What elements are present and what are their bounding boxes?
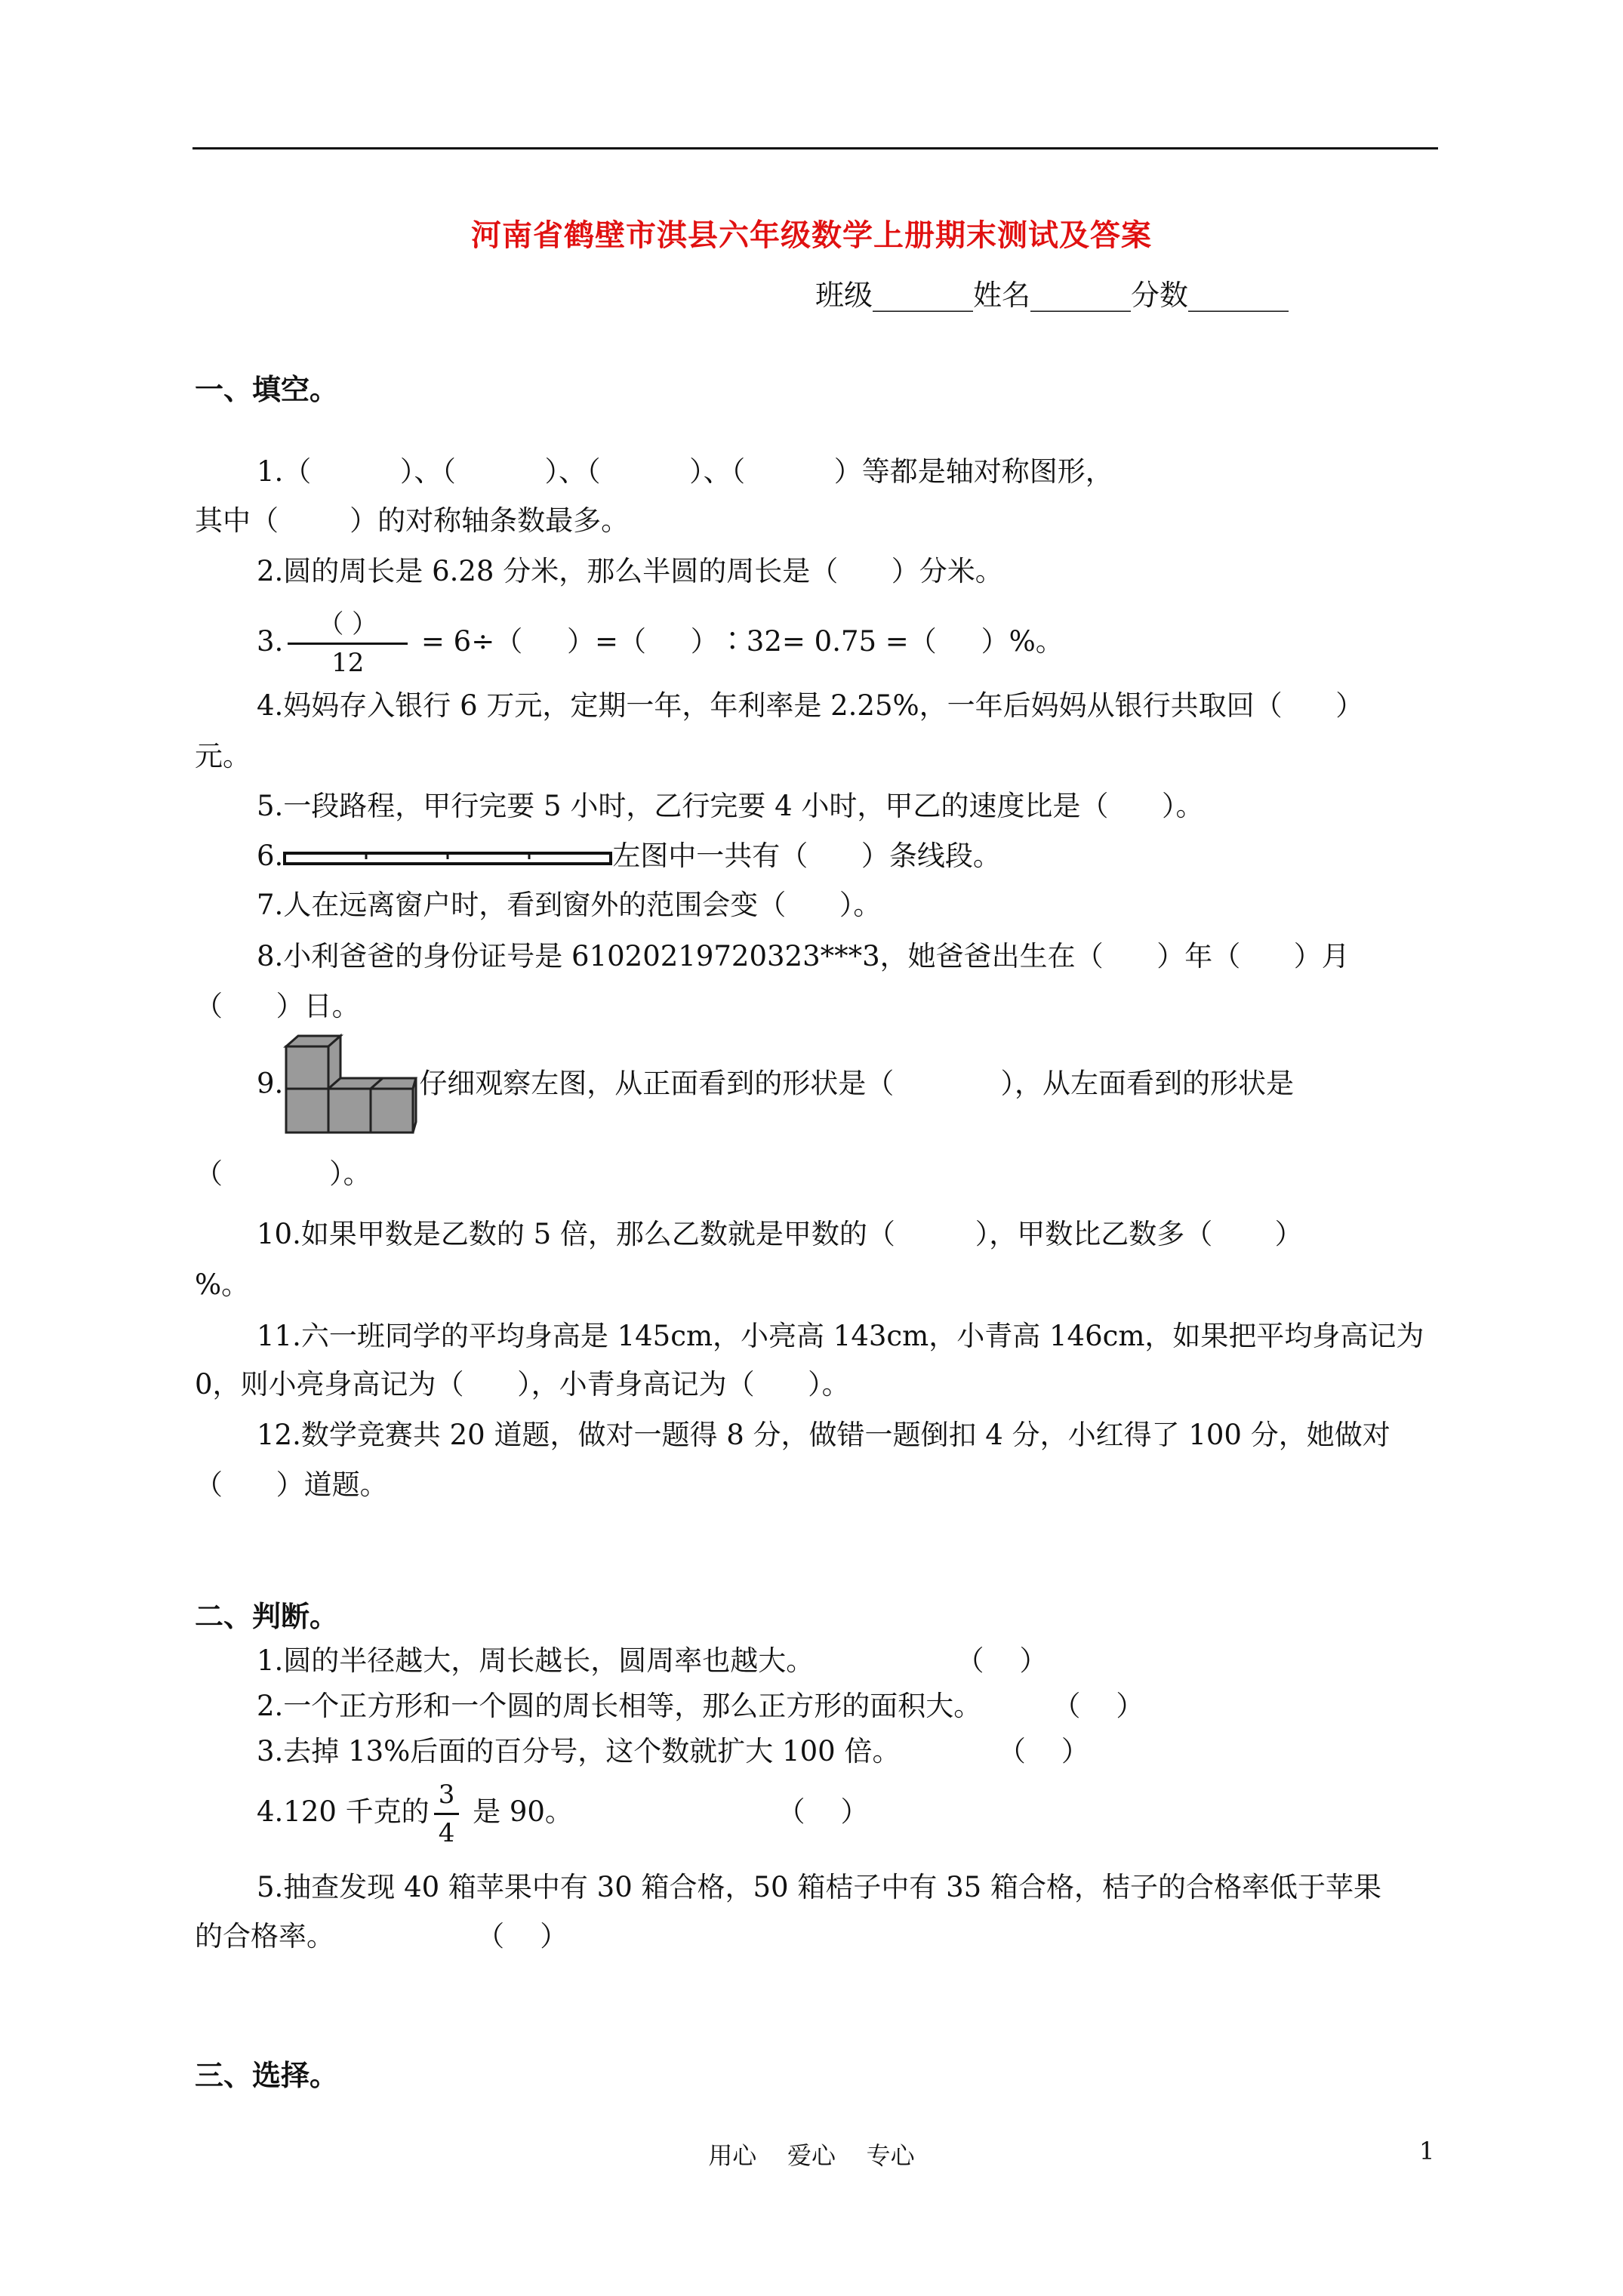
student-info-line: 班级_______姓名_______分数_______ <box>815 279 1289 312</box>
fraction-denominator: 12 <box>331 648 365 678</box>
question-11-line-a: 11.六一班同学的平均身高是 145cm，小亮高 143cm，小青高 146cm，如果把平均身高记为 <box>257 1320 1424 1352</box>
question-3-rest: = 6÷（ ）=（ ）∶32= 0.75 =（ ）%。 <box>412 625 1064 658</box>
cube-stack-figure <box>283 1033 419 1139</box>
question-1-line-b: 其中（ ）的对称轴条数最多。 <box>195 504 630 537</box>
question-12-line-b: （ ）道题。 <box>195 1469 388 1501</box>
judge-5-line-b: 的合格率。 （ ） <box>195 1920 568 1952</box>
question-3 <box>257 608 1064 680</box>
question-2: 2.圆的周长是 6.28 分米，那么半圆的周长是（ ）分米。 <box>257 555 1003 587</box>
question-8-line-a: 8.小利爸爸的身份证号是 61020219720323***3，她爸爸出生在（ ）年（ ）月 <box>257 940 1350 972</box>
judge-3: 3.去掉 13%后面的百分号，这个数就扩大 100 倍。 （ ） <box>257 1735 1089 1767</box>
question-10-line-a: 10.如果甲数是乙数的 5 倍，那么乙数就是甲数的（ ），甲数比乙数多（ ） <box>257 1218 1303 1250</box>
question-12-line-a: 12.数学竞赛共 20 道题，做对一题得 8 分，做错一题倒扣 4 分，小红得了 100 分，她做对 <box>257 1419 1390 1451</box>
footer-motto: 用心 爱心 专心 <box>708 2141 915 2170</box>
question-3-prefix: 3. <box>257 625 284 658</box>
section-fill-blank: 一、填空。 <box>195 372 339 406</box>
fraction-numerator: （ ） <box>288 608 408 645</box>
page-number: 1 <box>1419 2137 1435 2165</box>
judge-4-prefix: 4.120 千克的 <box>257 1795 430 1828</box>
question-9-rest: 仔细观察左图，从正面看到的形状是（ ），从左面看到的形状是 <box>419 1067 1294 1100</box>
judge-2: 2.一个正方形和一个圆的周长相等，那么正方形的面积大。 （ ） <box>257 1690 1144 1722</box>
fraction-numerator: 3 <box>434 1778 460 1815</box>
header-rule <box>192 147 1438 149</box>
judge-4 <box>257 1778 869 1850</box>
question-4-line-a: 4.妈妈存入银行 6 万元，定期一年，年利率是 2.25%，一年后妈妈从银行共取回（ ） <box>257 689 1364 722</box>
question-9-line-b: （ ）。 <box>195 1157 371 1190</box>
question-4-line-b: 元。 <box>195 740 251 772</box>
line-segment-figure <box>283 847 612 870</box>
question-3-fraction <box>288 608 408 680</box>
question-5: 5.一段路程，甲行完要 5 小时，乙行完要 4 小时，甲乙的速度比是（ ）。 <box>257 790 1204 822</box>
question-1-line-a: 1.（ ）、（ ）、（ ）、（ ）等都是轴对称图形， <box>257 455 1113 488</box>
question-9 <box>257 1033 1294 1139</box>
section-multiple-choice: 三、选择。 <box>195 2058 339 2092</box>
question-7: 7.人在远离窗户时，看到窗外的范围会变（ ）。 <box>257 889 882 921</box>
question-10-line-b: %。 <box>195 1268 250 1301</box>
question-11-line-b: 0，则小亮身高记为（ ），小青身高记为（ ）。 <box>195 1368 850 1401</box>
page-title: 河南省鹤壁市淇县六年级数学上册期末测试及答案 <box>471 217 1152 253</box>
judge-1: 1.圆的半径越大，周长越长，圆周率也越大。 （ ） <box>257 1644 1048 1677</box>
judge-4-rest: 是 90。 （ ） <box>463 1795 869 1828</box>
judge-5-line-a: 5.抽查发现 40 箱苹果中有 30 箱合格，50 箱桔子中有 35 箱合格，桔子的合格率低于苹果 <box>257 1871 1381 1903</box>
question-9-prefix: 9. <box>257 1067 284 1100</box>
question-8-line-b: （ ）日。 <box>195 990 360 1022</box>
question-6-prefix: 6. <box>257 840 284 872</box>
fraction-denominator: 4 <box>438 1818 455 1848</box>
question-6-rest: 左图中一共有（ ）条线段。 <box>612 840 1001 872</box>
section-true-false: 二、判断。 <box>195 1599 339 1633</box>
judge-4-fraction <box>434 1778 460 1850</box>
question-6 <box>257 840 1001 873</box>
